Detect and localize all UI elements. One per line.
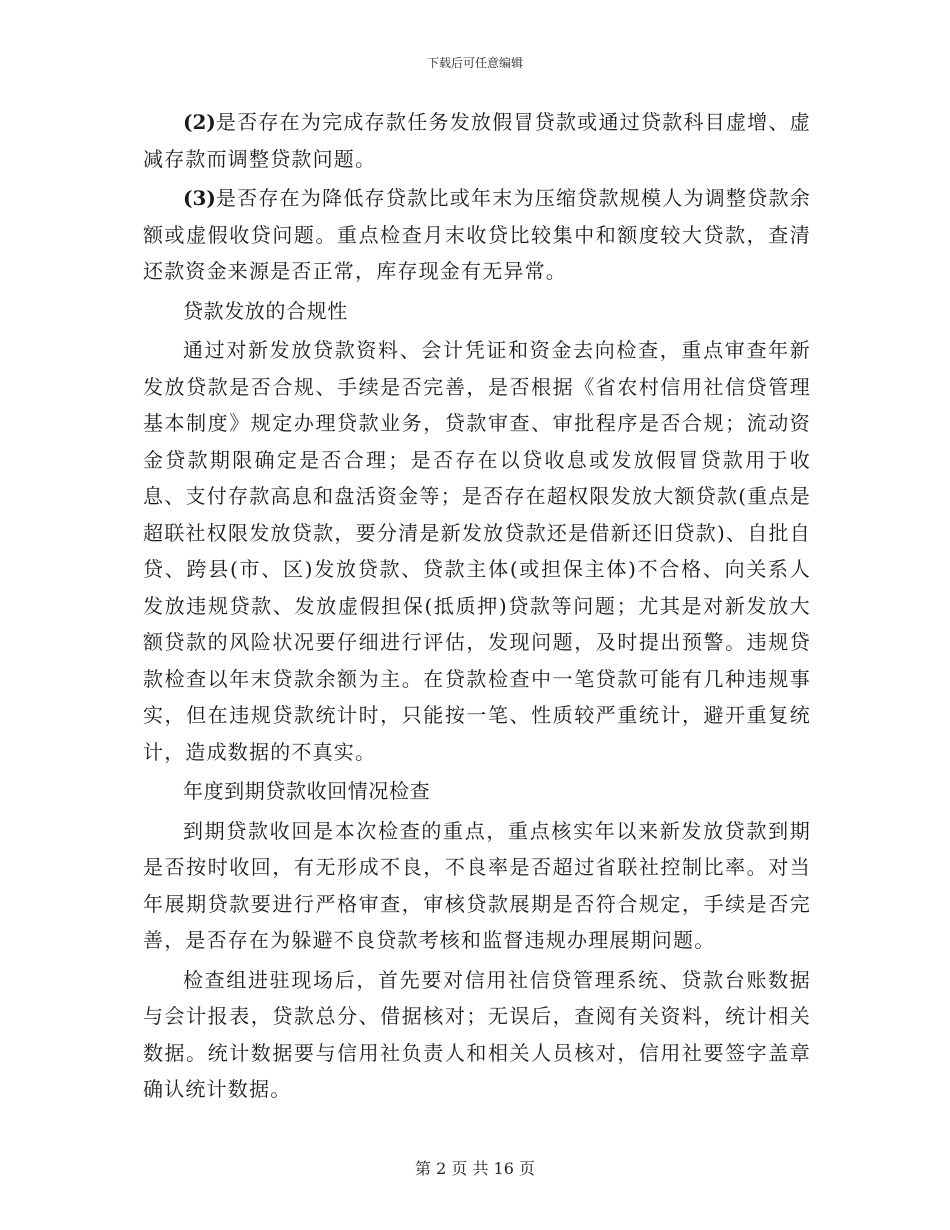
page-number-footer: 第 2 页 共 16 页 [415, 1159, 535, 1178]
paragraph-item-2 [143, 104, 811, 177]
paragraph-item-3 [143, 180, 811, 290]
section-heading-loan-recovery: 年度到期贷款收回情况检查 [183, 779, 431, 803]
paragraph-inspection-procedure: 检查组进驻现场后，首先要对信用社信贷管理系统、贷款台账数据与会计报表，贷款总分、借据核对；无误后，查阅有关资料，统计相关数据。统计数据要与信用社负责人和相关人员核对，信用社要签字盖章确认统计数据。 [143, 967, 811, 1101]
paragraph-loan-recovery: 到期贷款收回是本次检查的重点，重点核实年以来新发放贷款到期是否按时收回，有无形成不良，不良率是否超过省联社控制比率。对当年展期贷款要进行严格审查，审核贷款展期是否符合规定，手续是否完善，是否存在为躲避不良贷款考核和监督违规办理展期问题。 [143, 818, 811, 952]
document-body [143, 104, 811, 1108]
page-header-note: 下载后可任意编辑 [426, 56, 523, 70]
paragraph-loan-compliance: 通过对新发放贷款资料、会计凭证和资金去向检查，重点审查年新发放贷款是否合规、手续是否完善，是否根据《省农村信用社信贷管理基本制度》规定办理贷款业务，贷款审查、审批程序是否合规；流动资金贷款期限确定是否合理；是否存在以贷收息或发放假冒贷款用于收息、支付存款高息和盘活资金等；是否存在超权限发放大额贷款(重点是超联社权限发放贷款，要分清是新发放贷款还是借新还旧贷款)、自批自贷、跨县(市、区)发放贷款、贷款主体(或担保主体)不合格、向关系人发放违规贷款、发放虚假担保(抵质押)贷款等问题；尤其是对新发放大额贷款的风险状况要仔细进行评估，发现问题，及时提出预警。违规贷款检查以年末贷款余额为主。在贷款检查中一笔贷款可能有几种违规事实，但在违规贷款统计时，只能按一笔、性质较严重统计，避开重复统计，造成数据的不真实。 [143, 338, 811, 764]
paragraph-text: 是否存在为降低存贷款比或年末为压缩贷款规模人为调整贷款余额或虚假收贷问题。重点检查月末收贷比较集中和额度较大贷款，查清还款资金来源是否正常，库存现金有无异常。 [143, 186, 811, 283]
paragraph-text: 是否存在为完成存款任务发放假冒贷款或通过贷款科目虚增、虚减存款而调整贷款问题。 [143, 110, 811, 171]
item-number: (2) [183, 110, 216, 134]
section-heading-loan-compliance: 贷款发放的合规性 [183, 298, 348, 323]
item-number: (3) [183, 186, 216, 210]
